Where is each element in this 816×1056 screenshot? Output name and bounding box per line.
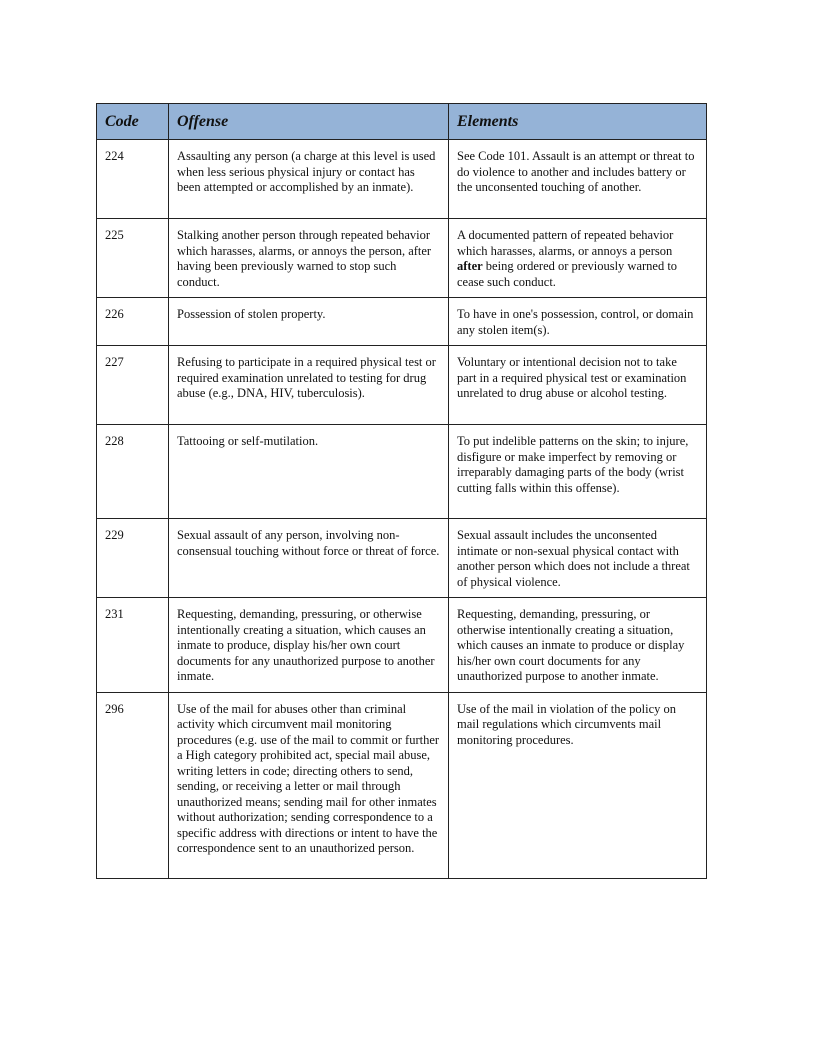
elements-cell: Use of the mail in violation of the policy on mail regulations which circumvents mail monitoring procedures.: [449, 692, 707, 878]
offense-table: [96, 103, 707, 879]
elements-emphasis: after: [457, 259, 483, 273]
table-row: [97, 140, 707, 219]
elements-cell: To put indelible patterns on the skin; to injure, disfigure or make imperfect by removing or irreparably damaging parts of the body (wrist cutting falls within this offense).: [449, 425, 707, 519]
offense-cell: Assaulting any person (a charge at this level is used when less serious physical injury or contact has been attempted or accomplished by an inmate).: [169, 140, 449, 219]
elements-cell: Voluntary or intentional decision not to take part in a required physical test or examination unrelated to drug abuse or alcohol testing.: [449, 346, 707, 425]
table-row: [97, 598, 707, 693]
table-row: [97, 346, 707, 425]
elements-cell: Sexual assault includes the unconsented intimate or non-sexual physical contact with another person which does not include a threat of physical violence.: [449, 519, 707, 598]
elements-cell: To have in one's possession, control, or domain any stolen item(s).: [449, 298, 707, 346]
column-header-offense: Offense: [169, 104, 449, 140]
column-header-elements: Elements: [449, 104, 707, 140]
table-header-row: [97, 104, 707, 140]
column-header-code: Code: [97, 104, 169, 140]
elements-cell: Requesting, demanding, pressuring, or otherwise intentionally creating a situation, which causes an inmate to produce or display his/her own court documents for any unauthorized purpose to another inmate.: [449, 598, 707, 693]
offense-cell: Requesting, demanding, pressuring, or otherwise intentionally creating a situation, which causes an inmate to produce, display his/her own court documents for any unauthorized purpose to another inmate.: [169, 598, 449, 693]
table-row: [97, 425, 707, 519]
offense-cell: Sexual assault of any person, involving non-consensual touching without force or threat of force.: [169, 519, 449, 598]
offense-cell: Refusing to participate in a required physical test or required examination unrelated to testing for drug abuse (e.g., DNA, HIV, tuberculosis).: [169, 346, 449, 425]
elements-text: A documented pattern of repeated behavior which harasses, alarms, or annoys a person: [457, 228, 674, 258]
code-cell: 228: [97, 425, 169, 519]
code-cell: 225: [97, 219, 169, 298]
code-cell: 231: [97, 598, 169, 693]
offense-cell: Stalking another person through repeated behavior which harasses, alarms, or annoys the person, after having been previously warned to stop such conduct.: [169, 219, 449, 298]
offense-cell: Possession of stolen property.: [169, 298, 449, 346]
elements-text: being ordered or previously warned to cease such conduct.: [457, 259, 678, 289]
table-row: [97, 219, 707, 298]
code-cell: 227: [97, 346, 169, 425]
table-row: [97, 692, 707, 878]
elements-cell: See Code 101. Assault is an attempt or threat to do violence to another and includes battery or the unconsented touching of another.: [449, 140, 707, 219]
elements-cell: [449, 219, 707, 298]
code-cell: 296: [97, 692, 169, 878]
table-row: [97, 519, 707, 598]
code-cell: 229: [97, 519, 169, 598]
offense-cell: Use of the mail for abuses other than criminal activity which circumvent mail monitoring procedures (e.g. use of the mail to commit or further a High category prohibited act, special mail abuse, writing letters in code; directing others to send, sending, or receiving a letter or mail through unauthorized means; sending mail for other inmates without authorization; sending correspondence to a specific address with directions or intent to have the correspondence sent to an unauthorized person.: [169, 692, 449, 878]
code-cell: 226: [97, 298, 169, 346]
offense-cell: Tattooing or self-mutilation.: [169, 425, 449, 519]
code-cell: 224: [97, 140, 169, 219]
table-row: [97, 298, 707, 346]
